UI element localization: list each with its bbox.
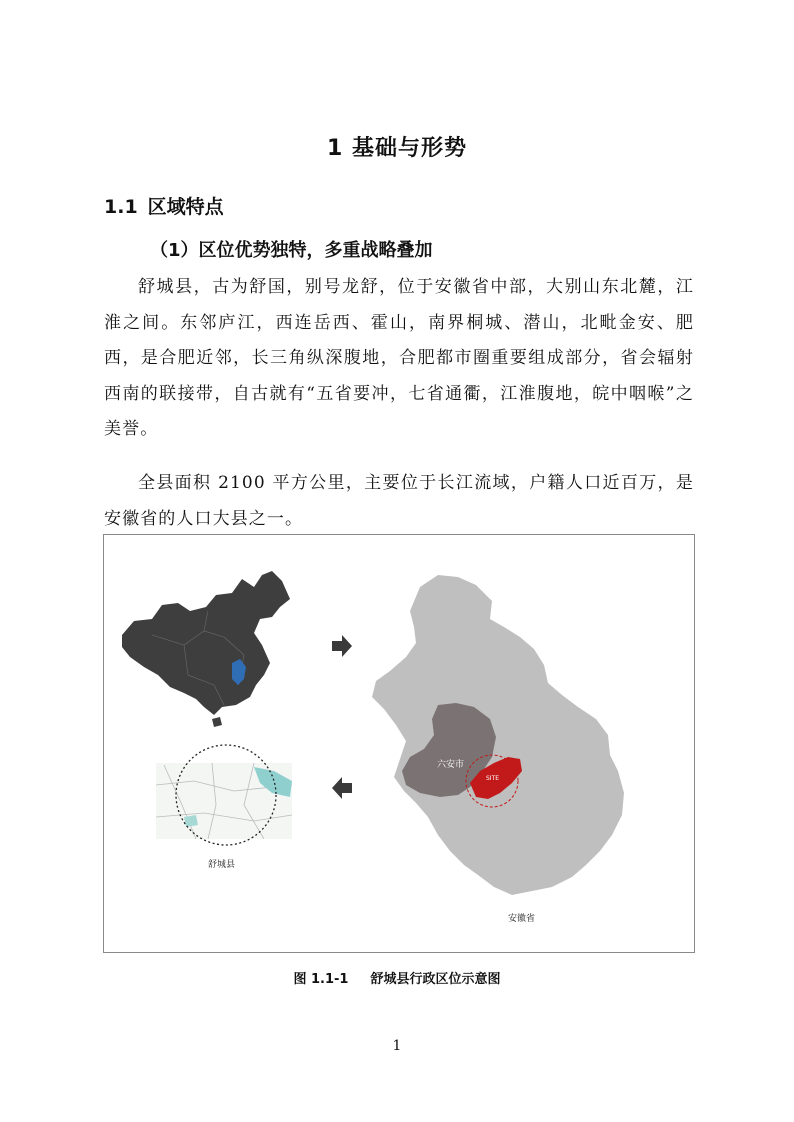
label-shucheng-county: 舒城县 [208,860,236,870]
label-site: SITE [486,775,500,782]
chapter-title-text: 基础与形势 [351,136,467,161]
hainan-island [212,717,222,727]
arrow-right-icon [332,635,352,657]
arrow-left-icon [332,777,352,799]
location-figure [103,534,695,953]
subsection-title: （1）区位优势独特，多重战略叠加 [150,240,433,261]
location-maps [104,535,695,953]
figure-number: 图 1.1-1 [293,972,349,987]
figure-caption [0,968,794,987]
chapter-number: 1 [327,136,344,161]
anhui-province-map [372,575,624,895]
section-title [104,192,224,219]
label-anhui-province: 安徽省 [508,914,536,924]
figure-caption-text: 舒城县行政区位示意图 [370,972,501,987]
county-map-lake [184,815,198,827]
chapter-title [0,131,794,162]
label-luan-city: 六安市 [437,760,465,770]
page-number: 1 [392,1038,402,1054]
section-number: 1.1 [104,196,138,218]
section-title-text: 区域特点 [147,196,224,218]
paragraph-population: 全县面积 2100 平方公里，主要位于长江流域，户籍人口近百万，是安徽省的人口大县之一。 [104,473,694,529]
paragraph-location: 舒城县，古为舒国，别号龙舒，位于安徽省中部，大别山东北麓，江淮之间。东邻庐江，西连岳西、霍山，南界桐城、潜山，北毗金安、肥西，是合肥近邻，长三角纵深腹地，合肥都市圈重要组成部分，省会辐射西南的联接带，自古就有“五省要冲，七省通衢，江淮腹地，皖中咽喉”之美誉。 [104,277,694,439]
china-map [122,571,290,715]
